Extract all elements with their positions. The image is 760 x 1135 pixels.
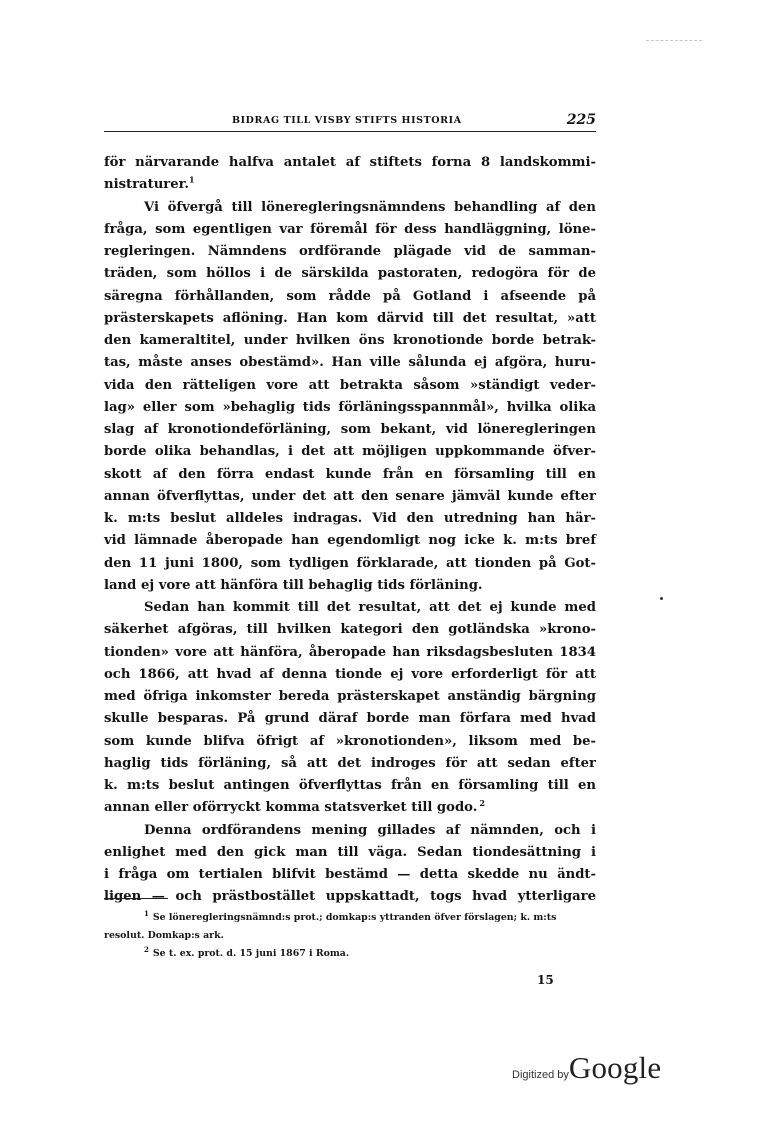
text-row	[104, 686, 596, 708]
text-row	[104, 219, 596, 241]
text-line: tionden» vore att hänföra, åberopade han riksdagsbesluten 1834	[104, 644, 596, 660]
text-line: vida den rätteligen vore att betrakta såsom »ständigt veder-	[104, 377, 596, 393]
text-row	[104, 330, 596, 352]
text-line: prästerskapets aflöning. Han kom därvid till det resultat, »att	[104, 310, 596, 326]
text-row	[104, 753, 596, 775]
text-row	[104, 553, 596, 575]
text-line: skott af den förra endast kunde från en församling till en	[104, 466, 596, 482]
google-logo: Google	[568, 1050, 662, 1085]
text-row	[104, 419, 596, 441]
paragraph-2	[104, 197, 596, 219]
text-line: lag» eller som »behaglig tids förläningsspannmål», hvilka olika	[104, 399, 596, 415]
text-line: den kameraltitel, under hvilken öns kronotionde borde betrak-	[104, 333, 596, 348]
text-row	[104, 775, 596, 797]
text-line: annan öfverflyttas, under det att den senare jämväl kunde efter	[104, 488, 596, 504]
text-line: skulle besparas. På grund däraf borde man förfara med hvad	[104, 711, 596, 727]
text-line: säkerhet afgöras, till hvilken kategori den gotländska »krono-	[104, 622, 596, 638]
paragraph-3	[104, 597, 596, 619]
text-line: slag af kronotiondeförläning, som bekant, vid löneregleringen	[104, 422, 596, 437]
text-row	[104, 464, 596, 486]
text-row	[104, 486, 596, 508]
text-line: haglig tids förläning, så att det indroges för att sedan efter	[104, 755, 596, 771]
text-line: annan eller oförryckt komma statsverket till godo.	[104, 800, 478, 816]
page-number: 225	[566, 112, 596, 128]
footnote-text: Se t. ex. prot. d. 15 juni 1867 i Roma.	[152, 948, 350, 959]
text-row	[104, 263, 596, 285]
text-line: k. m:ts beslut antingen öfverflyttas från en församling till en	[104, 778, 596, 793]
digitized-watermark	[512, 1050, 661, 1090]
text-row	[104, 397, 596, 419]
text-row	[104, 842, 596, 864]
header-rule	[104, 131, 596, 132]
footnote-text: resolut. Domkap:s ark.	[104, 930, 224, 941]
text-row	[104, 375, 596, 397]
text-line: k. m:ts beslut alldeles indragas. Vid den utredning han här-	[104, 511, 596, 526]
text-line: enlighet med den gick man till väga. Sedan tiondesättning i	[104, 844, 596, 860]
text-row	[104, 886, 596, 908]
text-row	[104, 508, 596, 530]
text-row	[104, 286, 596, 308]
footnote-rule	[104, 898, 168, 899]
text-row	[104, 664, 596, 686]
footnote-1	[104, 909, 596, 927]
text-line: Vi öfvergå till löneregleringsnämndens behandling af den	[144, 199, 596, 215]
text-line: tas, måste anses obestämd». Han ville sålunda ej afgöra, huru-	[104, 355, 596, 371]
body-text	[104, 152, 596, 909]
text-line: regleringen. Nämndens ordförande plägade vid de samman-	[104, 244, 596, 259]
footnote-mark: 1	[144, 908, 149, 918]
signature-mark: 15	[537, 973, 554, 987]
page-header	[104, 112, 596, 132]
text-row	[104, 308, 596, 330]
stray-ink-dot	[660, 597, 663, 600]
text-line: Sedan han kommit till det resultat, att det ej kunde med	[144, 600, 596, 615]
footnote-reference[interactable]: 1	[188, 174, 195, 185]
footnote-2	[104, 945, 596, 963]
text-line: nistraturer.	[104, 177, 189, 193]
running-title: BIDRAG TILL VISBY STIFTS HISTORIA	[232, 115, 462, 126]
footnote-text: Se löneregleringsnämnd:s prot.; domkap:s yttranden öfver förslagen; k. m:ts	[152, 912, 557, 923]
text-line: den 11 juni 1800, som tydligen förklarade, att tionden på Got-	[104, 555, 596, 571]
footnote-mark: 2	[144, 944, 149, 954]
text-line: i fråga om tertialen blifvit bestämd — detta skedde nu ändt-	[104, 867, 596, 882]
footnote-reference[interactable]: 2	[479, 797, 485, 808]
text-row	[104, 530, 596, 552]
scan-corner-mark	[646, 40, 702, 41]
text-row	[104, 864, 596, 886]
text-row	[104, 352, 596, 374]
text-row	[104, 642, 596, 664]
footnote-1-cont	[104, 927, 596, 945]
paragraph-4	[104, 820, 596, 842]
text-row	[104, 797, 596, 819]
watermark-prefix: Digitized by	[512, 1069, 569, 1081]
text-row	[104, 441, 596, 463]
text-line: säregna förhållanden, som rådde på Gotland i afseende på	[104, 288, 596, 304]
paragraph-1	[104, 152, 596, 174]
text-row	[104, 241, 596, 263]
text-row	[104, 708, 596, 730]
paragraph-1-end	[104, 174, 596, 196]
text-row	[104, 731, 596, 753]
text-row	[104, 575, 596, 597]
text-line: vid lämnade åberopade han egendomligt nog icke k. m:ts bref	[104, 533, 596, 549]
text-row	[104, 619, 596, 641]
text-line: borde olika behandlas, i det att möjligen uppkommande öfver-	[104, 444, 596, 460]
text-line: träden, som höllos i de särskilda pastoraten, redogöra för de	[104, 266, 596, 282]
text-line: och 1866, att hvad af denna tionde ej vore erforderligt för att	[104, 666, 596, 682]
text-line: land ej vore att hänföra till behaglig tids förläning.	[104, 577, 483, 593]
footnotes	[104, 909, 596, 963]
text-line: fråga, som egentligen var föremål för dess handläggning, löne-	[104, 221, 596, 237]
text-line: för närvarande halfva antalet af stiftets forna 8 landskommi-	[104, 155, 596, 170]
text-line: Denna ordförandens mening gillades af nämnden, och i	[144, 822, 596, 838]
text-line: ligen — och prästbostället uppskattadt, togs hvad ytterligare	[104, 889, 596, 905]
text-line: som kunde blifva öfrigt af »kronotionden», liksom med be-	[104, 733, 596, 749]
text-line: med öfriga inkomster bereda prästerskapet anständig bärgning	[104, 689, 596, 704]
